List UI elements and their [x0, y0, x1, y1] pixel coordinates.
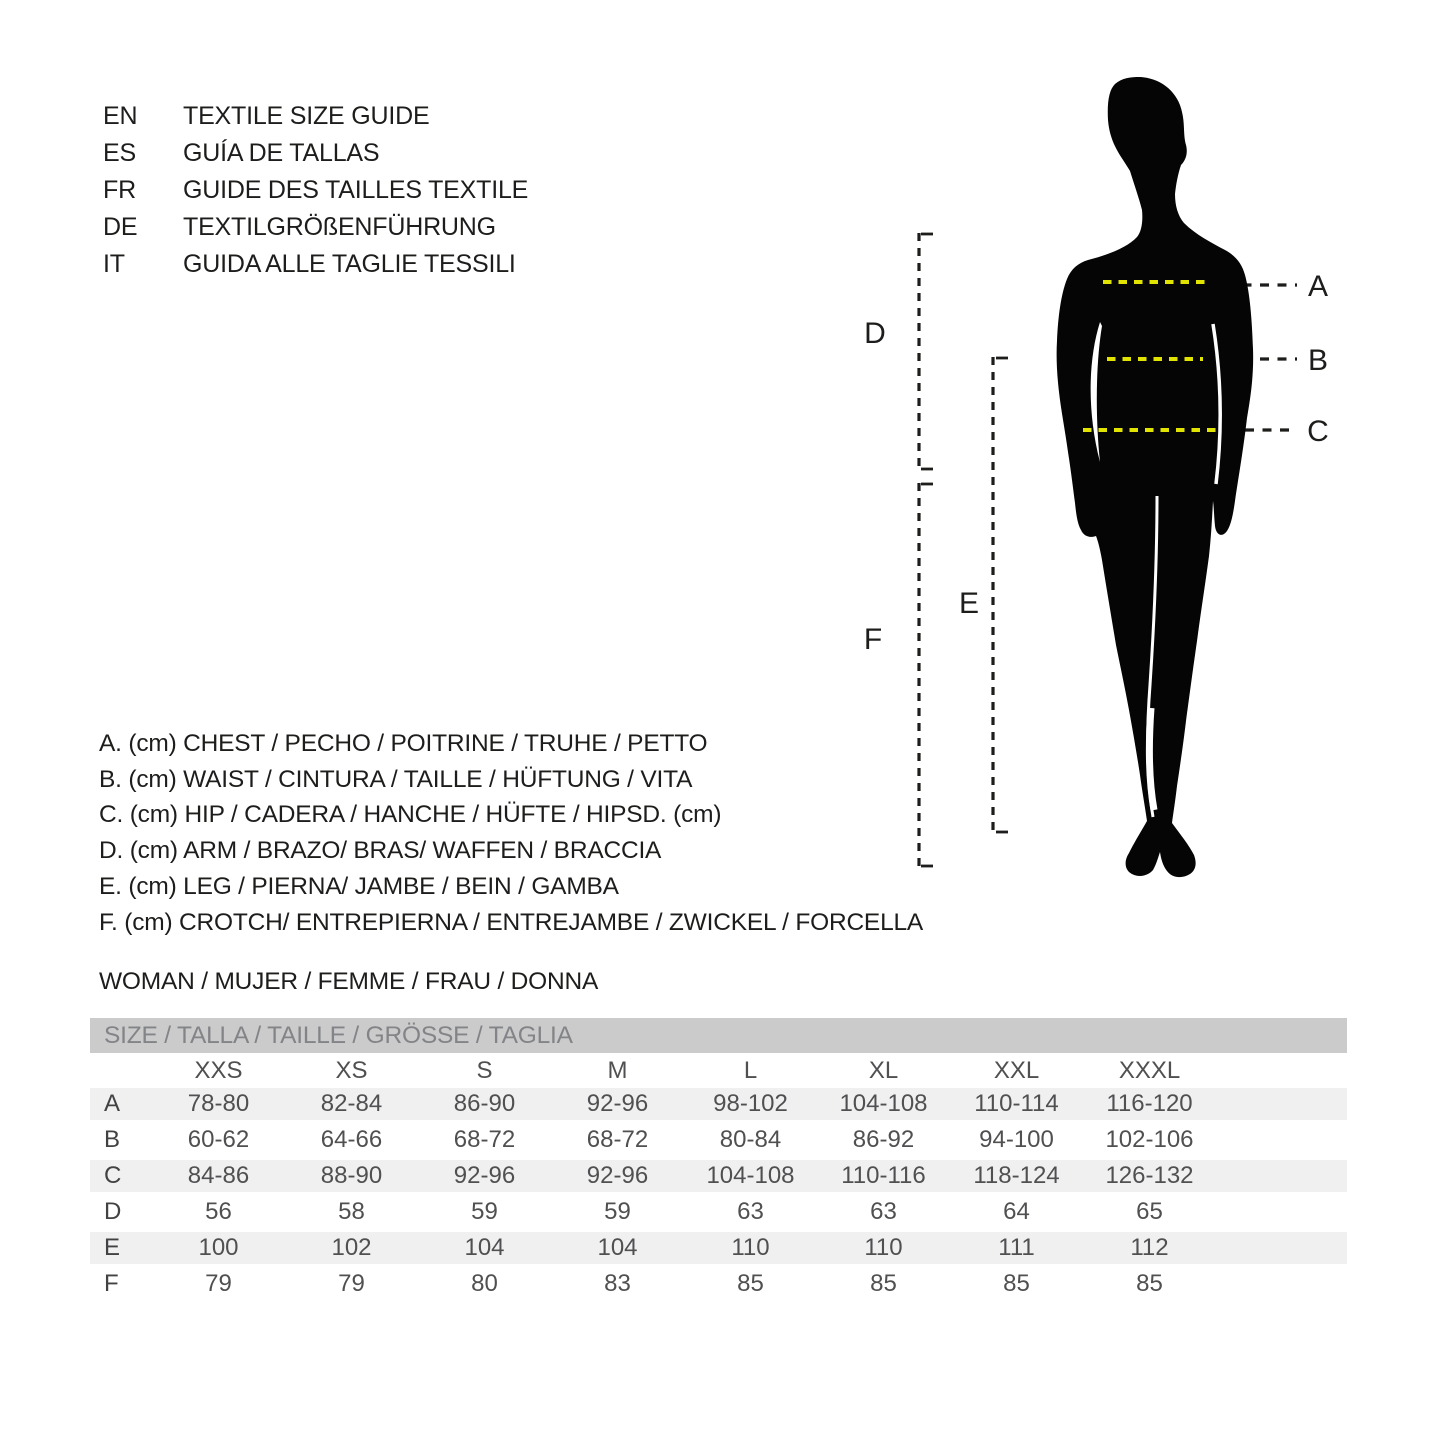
size-cell: 59 [551, 1194, 684, 1230]
size-cell: 58 [285, 1194, 418, 1230]
figure-label-chest: A [1307, 270, 1329, 303]
figure-label-crotch: F [863, 623, 883, 656]
column-header: S [476, 1056, 493, 1084]
row-label: F [90, 1266, 152, 1302]
size-table-header-bar: SIZE / TALLA / TAILLE / GRÖSSE / TAGLIA [90, 1018, 1347, 1053]
size-cell: 64-66 [285, 1122, 418, 1158]
size-cell: 68-72 [551, 1122, 684, 1158]
language-row [103, 98, 528, 135]
figure-label-arm: D [864, 317, 886, 350]
legend-line-crotch: F. (cm) CROTCH/ ENTREPIERNA / ENTREJAMBE / ZWICKEL / FORCELLA [99, 908, 924, 936]
legend-line-leg: E. (cm) LEG / PIERNA/ JAMBE / BEIN / GAMBA [99, 872, 619, 900]
woman-measurement-diagram [850, 60, 1345, 910]
size-cell: 110-116 [817, 1158, 950, 1194]
column-header: XXL [993, 1056, 1040, 1084]
row-label: A [90, 1088, 152, 1122]
language-title-list [103, 98, 528, 283]
table-row [90, 1230, 1347, 1266]
size-cell: 85 [950, 1266, 1083, 1302]
size-cell: 110 [817, 1230, 950, 1266]
language-code: IT [103, 250, 125, 278]
language-title: TEXTILGRÖßENFÜHRUNG [183, 213, 496, 241]
size-cell: 84-86 [152, 1158, 285, 1194]
column-header-empty [90, 1053, 152, 1088]
size-cell: 56 [152, 1194, 285, 1230]
row-label: E [90, 1230, 152, 1266]
table-row [90, 1158, 1347, 1194]
size-cell: 63 [817, 1194, 950, 1230]
measurement-legend [99, 726, 923, 940]
language-row [103, 172, 528, 209]
size-table-section [90, 1018, 1347, 1304]
size-cell: 92-96 [418, 1158, 551, 1194]
row-label: C [90, 1158, 152, 1194]
legend-line-chest: A. (cm) CHEST / PECHO / POITRINE / TRUHE / PETTO [99, 730, 708, 757]
size-cell: 118-124 [950, 1158, 1083, 1194]
row-label: D [90, 1194, 152, 1230]
gender-line: WOMAN / MUJER / FEMME / FRAU / DONNA [99, 968, 599, 995]
size-cell: 85 [684, 1266, 817, 1302]
table-row [90, 1088, 1347, 1122]
size-cell: 82-84 [285, 1088, 418, 1122]
language-title: TEXTILE SIZE GUIDE [183, 102, 430, 130]
size-cell: 112 [1083, 1230, 1216, 1266]
woman-silhouette [1057, 77, 1254, 877]
column-header: XS [335, 1056, 368, 1084]
column-header: XXXL [1118, 1056, 1181, 1084]
size-cell: 64 [950, 1194, 1083, 1230]
size-cell: 83 [551, 1266, 684, 1302]
size-cell: 104-108 [817, 1088, 950, 1122]
size-cell: 100 [152, 1230, 285, 1266]
size-cell: 104 [551, 1230, 684, 1266]
size-cell: 80 [418, 1266, 551, 1302]
size-cell: 104-108 [684, 1158, 817, 1194]
size-cell: 110 [684, 1230, 817, 1266]
size-cell: 98-102 [684, 1088, 817, 1122]
size-cell: 102 [285, 1230, 418, 1266]
filler-cell [1216, 1158, 1347, 1194]
figure-label-hip: C [1307, 415, 1329, 448]
column-header-filler [1216, 1053, 1347, 1088]
size-cell: 92-96 [551, 1158, 684, 1194]
legend-line-arm: D. (cm) ARM / BRAZO/ BRAS/ WAFFEN / BRACCIA [99, 837, 662, 865]
size-cell: 92-96 [551, 1088, 684, 1122]
language-title: GUIDE DES TAILLES TEXTILE [183, 176, 529, 204]
column-header: XXS [194, 1056, 243, 1084]
size-cell: 104 [418, 1230, 551, 1266]
size-cell: 94-100 [950, 1122, 1083, 1158]
language-code: EN [103, 102, 138, 130]
size-cell: 126-132 [1083, 1158, 1216, 1194]
table-row [90, 1122, 1347, 1158]
figure-label-leg: E [958, 587, 980, 620]
size-cell: 88-90 [285, 1158, 418, 1194]
size-cell: 79 [152, 1266, 285, 1302]
table-row [90, 1194, 1347, 1230]
size-cell: 111 [950, 1230, 1083, 1266]
size-cell: 65 [1083, 1194, 1216, 1230]
row-label: B [90, 1122, 152, 1158]
size-cell: 78-80 [152, 1088, 285, 1122]
size-cell: 59 [418, 1194, 551, 1230]
size-cell: 85 [1083, 1266, 1216, 1302]
language-code: DE [103, 213, 138, 241]
column-header: L [743, 1056, 758, 1084]
filler-cell [1216, 1088, 1347, 1122]
filler-cell [1216, 1194, 1347, 1230]
column-header-row [90, 1053, 1347, 1088]
filler-cell [1216, 1230, 1347, 1266]
size-cell: 102-106 [1083, 1122, 1216, 1158]
size-table [90, 1053, 1347, 1304]
column-header: XL [868, 1056, 899, 1084]
size-cell: 60-62 [152, 1122, 285, 1158]
size-cell: 86-92 [817, 1122, 950, 1158]
filler-cell [1216, 1266, 1347, 1302]
language-title: GUIDA ALLE TAGLIE TESSILI [183, 250, 516, 278]
language-row [103, 209, 528, 246]
size-cell: 85 [817, 1266, 950, 1302]
filler-cell [1216, 1122, 1347, 1158]
column-header: M [607, 1056, 628, 1084]
legend-line-waist: B. (cm) WAIST / CINTURA / TAILLE / HÜFTUNG / VITA [99, 765, 693, 793]
size-cell: 68-72 [418, 1122, 551, 1158]
language-row [103, 246, 528, 283]
size-cell: 110-114 [950, 1088, 1083, 1122]
size-cell: 116-120 [1083, 1088, 1216, 1122]
language-row [103, 135, 528, 172]
legend-line-hip: C. (cm) HIP / CADERA / HANCHE / HÜFTE / HIPSD. (cm) [99, 801, 722, 829]
size-cell: 80-84 [684, 1122, 817, 1158]
language-title: GUÍA DE TALLAS [183, 139, 380, 167]
table-row [90, 1266, 1347, 1302]
language-code: FR [103, 176, 136, 204]
figure-label-waist: B [1307, 344, 1329, 377]
size-cell: 79 [285, 1266, 418, 1302]
size-cell: 86-90 [418, 1088, 551, 1122]
size-cell: 63 [684, 1194, 817, 1230]
language-code: ES [103, 139, 136, 167]
